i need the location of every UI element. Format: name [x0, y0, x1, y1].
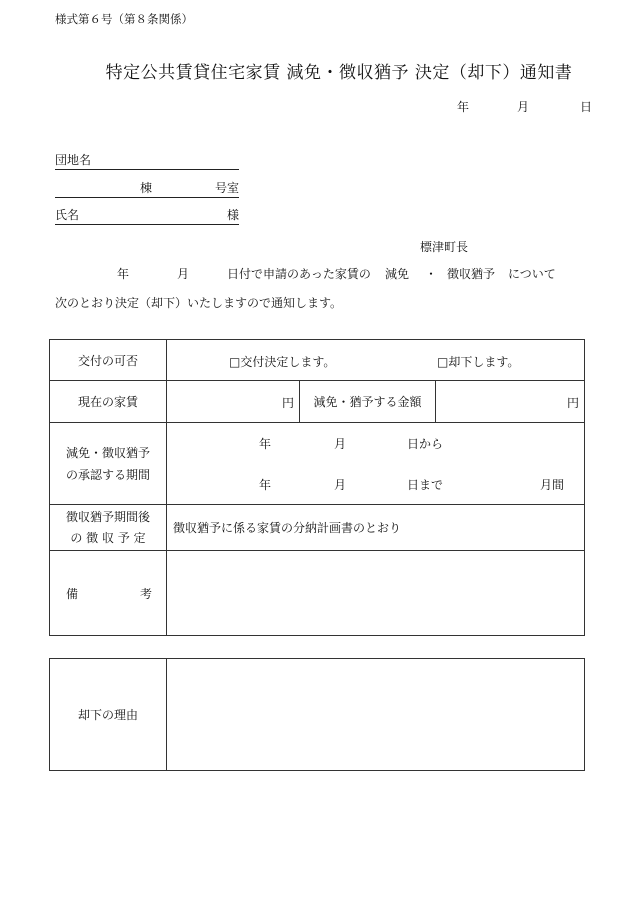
name-field[interactable] [55, 209, 239, 225]
body-line2: 次のとおり決定（却下）いたしますので通知します。 [55, 296, 343, 310]
current-rent-yen: 円 [281, 396, 294, 410]
room-label: 号室 [214, 181, 239, 195]
decision-table [49, 339, 585, 636]
body-line1-text: 日付で申請のあった家賃の [227, 267, 371, 281]
remarks-cell[interactable] [167, 551, 585, 636]
date-month-label: 月 [517, 100, 530, 114]
remarks-label [50, 551, 167, 636]
form-number: 様式第６号（第８条関係） [55, 12, 193, 26]
building-label: 棟 [140, 181, 153, 195]
table-row [50, 381, 585, 423]
complex-name-label: 団地名 [55, 153, 92, 167]
reduction-amount-label: 減免・猶予する金額 [300, 381, 436, 423]
period-months: 月間 [540, 478, 565, 492]
date-year-label: 年 [457, 100, 470, 114]
table-row [50, 551, 585, 636]
table-row [50, 423, 585, 505]
complex-name-field[interactable] [55, 154, 239, 170]
honorific-label: 様 [226, 208, 239, 222]
date-day-label: 日 [580, 100, 593, 114]
period-start-month: 月 [334, 437, 347, 451]
option-reduction[interactable]: 減免 [385, 267, 410, 281]
option-separator: ・ [425, 267, 438, 281]
current-rent-cell[interactable] [167, 381, 300, 423]
post-deferral-value: 徴収猶予に係る家賃の分納計画書のとおり [173, 521, 402, 535]
approve-checkbox[interactable]: □交付決定します。 [229, 355, 336, 369]
period-start-day: 日から [407, 437, 444, 451]
rejection-reason-label: 却下の理由 [50, 659, 167, 771]
post-deferral-label [50, 505, 167, 551]
period-end-year: 年 [259, 478, 272, 492]
body-month: 月 [177, 267, 190, 281]
post-deferral-cell[interactable] [167, 505, 585, 551]
reduction-amount-cell[interactable] [436, 381, 585, 423]
approval-period-cell[interactable] [167, 423, 585, 505]
remarks-label-left: 備 [66, 587, 79, 601]
issuer-name: 標津町長 [420, 240, 469, 254]
period-end-day: 日まで [407, 478, 444, 492]
document-title: 特定公共賃貸住宅家賃 減免・徴収猶予 決定（却下）通知書 [105, 63, 573, 83]
issue-decision-cell [167, 340, 585, 381]
rejection-reason-cell[interactable] [167, 659, 585, 771]
name-label: 氏名 [55, 208, 80, 222]
rejection-table [49, 658, 585, 771]
period-start-year: 年 [259, 437, 272, 451]
post-deferral-label-line2: の 徴 収 予 定 [70, 530, 146, 545]
building-room-field[interactable] [55, 182, 239, 198]
approval-period-label-line1: 減免・徴収猶予 [65, 445, 150, 460]
body-about: について [508, 267, 556, 281]
current-rent-label: 現在の家賃 [50, 381, 167, 423]
table-row [50, 505, 585, 551]
approval-period-label-line2: の承認する期間 [65, 467, 150, 482]
table-row [50, 659, 585, 771]
option-deferral[interactable]: 徴収猶予 [447, 267, 496, 281]
table-row [50, 340, 585, 381]
issue-decision-label: 交付の可否 [50, 340, 167, 381]
body-year: 年 [117, 267, 130, 281]
remarks-label-right: 考 [139, 587, 152, 601]
post-deferral-label-line1: 徴収猶予期間後 [65, 509, 150, 524]
period-end-month: 月 [334, 478, 347, 492]
reject-checkbox[interactable]: □却下します。 [437, 355, 520, 369]
approval-period-label [50, 423, 167, 505]
reduction-amount-yen: 円 [567, 396, 580, 410]
